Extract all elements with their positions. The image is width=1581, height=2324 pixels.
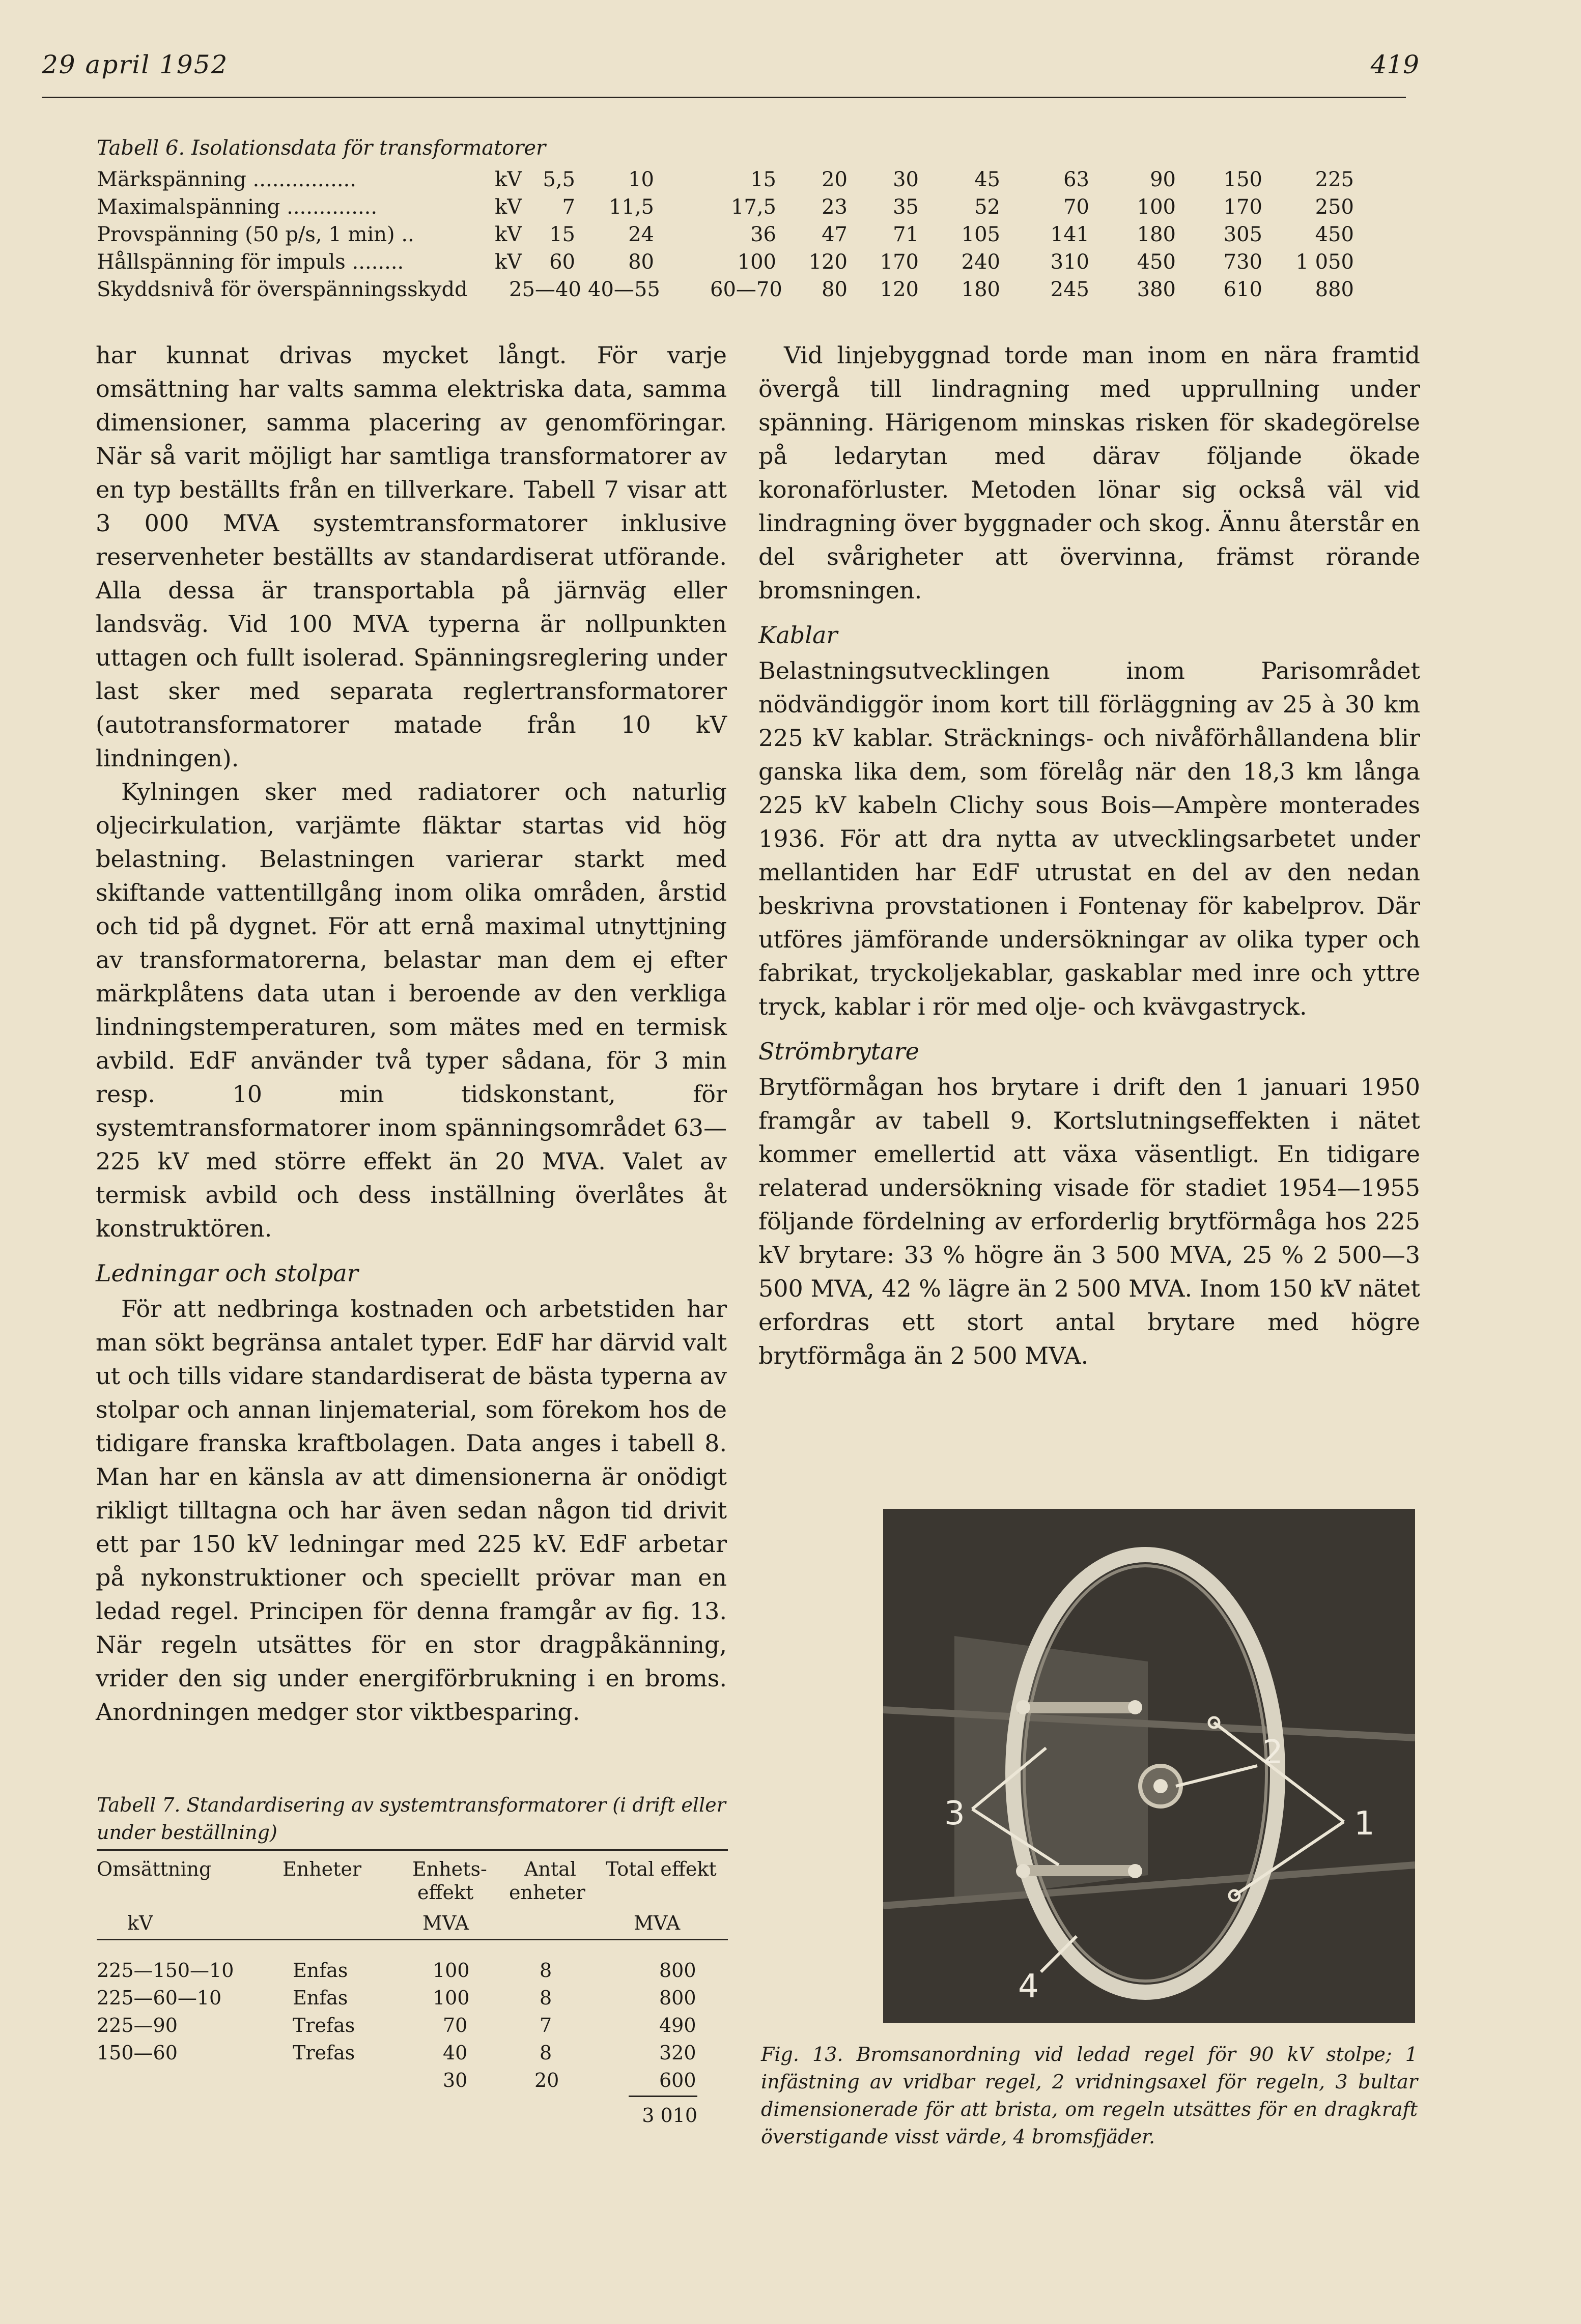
table7-body bbox=[97, 1959, 728, 2097]
row-label: Märkspänning ................ bbox=[97, 168, 356, 191]
cell: 90 bbox=[1150, 168, 1176, 191]
cell: 36 bbox=[750, 223, 776, 246]
cell: 8 bbox=[540, 1987, 552, 2009]
cell: 7 bbox=[540, 2014, 552, 2036]
figure-label-3: 3 bbox=[944, 1795, 965, 1832]
cell: 8 bbox=[540, 2042, 552, 2064]
header-cell: MVA bbox=[422, 1912, 469, 1934]
cell: 610 bbox=[1223, 278, 1262, 301]
table-row bbox=[97, 1987, 728, 2014]
paragraph: Brytförmågan hos brytare i drift den 1 januari 1950 framgår av tabell 9. Kortslutningseffekten i nätet kommer emellertid att växa väsentligt. En tidigare relaterad undersökning visade för stadiet 1954—1955 följande fördelning av erforderlig brytförmåga hos 225 kV brytare: 33 % högre än 3 500 MVA, 25 % 2 500—3 500 MVA, 42 % lägre än 2 500 MVA. Inom 150 kV nätet erfordras ett stort antal brytare med högre brytförmåga än 2 500 MVA. bbox=[758, 1073, 1420, 1369]
figure-caption: Fig. 13. Bromsanordning vid ledad regel för 90 kV stolpe; 1 infästning av vridbar regel, 2 vridningsaxel för regeln, 3 bultar dimensionerade för att brista, om regeln utsättes för en dragkraft överstigande visst värde, 4 bromsfjäder. bbox=[761, 2043, 1418, 2148]
page-date: 29 april 1952 bbox=[42, 50, 229, 79]
cell: 380 bbox=[1137, 278, 1176, 301]
cell: 63 bbox=[1063, 168, 1089, 191]
header-cell: enheter bbox=[509, 1881, 585, 1904]
table-row bbox=[97, 168, 1443, 195]
cell: 100 bbox=[1137, 195, 1176, 219]
figure-label-2: 2 bbox=[1262, 1734, 1283, 1771]
table7-sum-rule bbox=[629, 2096, 697, 2097]
cell: 10 bbox=[628, 168, 654, 191]
cell: 310 bbox=[1050, 250, 1089, 274]
table-row bbox=[97, 250, 1443, 278]
cell: 60—70 bbox=[710, 278, 782, 301]
cell: Trefas bbox=[293, 2014, 355, 2036]
header-cell: Antal bbox=[524, 1858, 576, 1880]
cell: 11,5 bbox=[608, 195, 654, 219]
table6-caption: Tabell 6. Isolationsdata för transformatorer bbox=[97, 136, 546, 160]
cell: 7 bbox=[562, 195, 575, 219]
cell: 180 bbox=[1137, 223, 1176, 246]
header-cell: Omsättning bbox=[97, 1858, 212, 1880]
table7-total: 3 010 bbox=[642, 2104, 697, 2127]
cell: 5,5 bbox=[543, 168, 575, 191]
cell: 800 bbox=[659, 1959, 696, 1982]
cell: 730 bbox=[1223, 250, 1262, 274]
table7-caption: Tabell 7. Standardisering av systemtransformatorer (i drift eller under beställning) bbox=[97, 1794, 726, 1844]
cell: Enfas bbox=[293, 1987, 348, 2009]
cell: 180 bbox=[961, 278, 1000, 301]
cell: 150—60 bbox=[97, 2042, 178, 2064]
cell: Enfas bbox=[293, 1959, 348, 1982]
table-row bbox=[97, 2069, 728, 2097]
cell: 240 bbox=[961, 250, 1000, 274]
header-cell: kV bbox=[127, 1912, 153, 1934]
page-number: 419 bbox=[1370, 50, 1419, 79]
cell: 70 bbox=[443, 2014, 468, 2036]
cell: 141 bbox=[1050, 223, 1089, 246]
cell: 71 bbox=[893, 223, 919, 246]
paragraph: Vid linjebyggnad torde man inom en nära framtid övergå till lindragning med upprullning under spänning. Härigenom minskas risken för skadegörelse på ledarytan med därav följande ökade koronaförluster. Metoden lönar sig också väl vid lindragning över byggnader och skog. Ännu återstår en del svårigheter att övervinna, främst rörande bromsningen. bbox=[758, 341, 1420, 604]
cell: 100 bbox=[737, 250, 776, 274]
cell: 600 bbox=[659, 2069, 696, 2091]
cell: 52 bbox=[974, 195, 1000, 219]
header-cell: MVA bbox=[634, 1912, 681, 1934]
table-row bbox=[97, 278, 1443, 305]
cell: 80 bbox=[628, 250, 654, 274]
cell: 225—90 bbox=[97, 2014, 178, 2036]
cell: 105 bbox=[961, 223, 1000, 246]
left-column bbox=[96, 338, 727, 1729]
cell: 320 bbox=[659, 2042, 696, 2064]
cell: 23 bbox=[822, 195, 848, 219]
cell: Trefas bbox=[293, 2042, 355, 2064]
row-label: Maximalspänning .............. bbox=[97, 195, 378, 219]
cell: 170 bbox=[1223, 195, 1262, 219]
cell: 305 bbox=[1223, 223, 1262, 246]
cell: 15 bbox=[750, 168, 776, 191]
cell: 25—40 bbox=[509, 278, 581, 301]
cell: 15 bbox=[549, 223, 575, 246]
table-row bbox=[97, 223, 1443, 250]
row-unit: kV bbox=[495, 168, 522, 191]
cell: 225—60—10 bbox=[97, 1987, 222, 2009]
cell: 24 bbox=[628, 223, 654, 246]
right-column bbox=[758, 338, 1420, 1372]
table7-top-rule bbox=[97, 1849, 728, 1851]
section-heading: Strömbrytare bbox=[758, 1038, 919, 1065]
figure-photo bbox=[883, 1509, 1415, 2023]
row-unit: kV bbox=[495, 223, 522, 246]
table-row bbox=[97, 2014, 728, 2042]
cell: 225—150—10 bbox=[97, 1959, 234, 1982]
cell: 20 bbox=[534, 2069, 559, 2091]
cell: 40 bbox=[443, 2042, 468, 2064]
cell: 245 bbox=[1050, 278, 1089, 301]
figure-label-1: 1 bbox=[1354, 1805, 1375, 1843]
cell: 450 bbox=[1137, 250, 1176, 274]
cell: 1 050 bbox=[1295, 250, 1354, 274]
section-heading: Ledningar och stolpar bbox=[96, 1259, 358, 1287]
cell: 450 bbox=[1315, 223, 1354, 246]
cell: 250 bbox=[1315, 195, 1354, 219]
cell: 70 bbox=[1063, 195, 1089, 219]
row-label: Hållspänning för impuls ........ bbox=[97, 250, 404, 274]
cell: 40—55 bbox=[588, 278, 660, 301]
cell: 20 bbox=[822, 168, 848, 191]
cell: 150 bbox=[1223, 168, 1262, 191]
paragraph: Belastningsutvecklingen inom Parisområdet nödvändiggör inom kort till förläggning av 25 à 30 km 225 kV kablar. Sträcknings- och nivåförhållandena blir ganska lika dem, som förelåg när den 18,3 km långa 225 kV kabeln Clichy sous Bois—Ampère monterades 1936. För att dra nytta av utvecklingsarbetet under mellantiden har EdF utrustat en del av den nedan beskrivna provstationen i Fontenay för kabelprov. Där utföres jämförande undersökningar av olika typer och fabrikat, tryckoljekablar, gaskablar med inre och yttre tryck, kablar i rör med olje- och kvävgastryck. bbox=[758, 657, 1420, 1020]
cell: 225 bbox=[1315, 168, 1354, 191]
paragraph: Kylningen sker med radiatorer och naturlig oljecirkulation, varjämte fläktar startas vid hög belastning. Belastningen varierar starkt med skiftande vattentillgång inom olika områden, årstid och tid på dygnet. För att ernå maximal utnyttjning av transformatorerna, belastar man dem ej efter märkplåtens data utan i beroende av den verkliga lindningstemperaturen, som mätes med en termisk avbild. EdF använder två typer sådana, för 3 min resp. 10 min tidskonstant, för systemtransformatorer inom spänningsområdet 63—225 kV med större effekt än 20 MVA. Valet av termisk avbild och dess inställning överlåtes åt konstruktören. bbox=[96, 778, 727, 1242]
table6 bbox=[97, 168, 1443, 305]
header-cell: effekt bbox=[417, 1881, 474, 1904]
cell: 8 bbox=[540, 1959, 552, 1982]
table7-header-rule bbox=[97, 1939, 728, 1940]
header-cell: Enhets- bbox=[412, 1858, 487, 1880]
row-label: Skyddsnivå för överspänningsskydd bbox=[97, 278, 468, 301]
header-cell: Total effekt bbox=[606, 1858, 717, 1880]
cell: 880 bbox=[1315, 278, 1354, 301]
row-unit: kV bbox=[495, 195, 522, 219]
table-row bbox=[97, 195, 1443, 223]
cell: 80 bbox=[822, 278, 848, 301]
cell: 120 bbox=[808, 250, 848, 274]
cell: 35 bbox=[893, 195, 919, 219]
section-heading: Kablar bbox=[758, 621, 838, 649]
cell: 120 bbox=[880, 278, 919, 301]
table-row bbox=[97, 2042, 728, 2069]
figure-label-4: 4 bbox=[1018, 1968, 1039, 2005]
row-unit: kV bbox=[495, 250, 522, 274]
cell: 60 bbox=[549, 250, 575, 274]
cell: 170 bbox=[880, 250, 919, 274]
cell: 30 bbox=[893, 168, 919, 191]
cell: 45 bbox=[974, 168, 1000, 191]
header-cell: Enheter bbox=[283, 1858, 362, 1880]
row-label: Provspänning (50 p/s, 1 min) .. bbox=[97, 223, 414, 246]
cell: 17,5 bbox=[730, 195, 776, 219]
cell: 100 bbox=[433, 1987, 470, 2009]
paragraph: har kunnat drivas mycket långt. För varje omsättning har valts samma elektriska data, samma dimensioner, samma placering av genomföringar. När så varit möjligt har samtliga transformatorer av en typ beställts från en tillverkare. Tabell 7 visar att 3 000 MVA systemtransformatorer inklusive reservenheter beställts av standardiserat utförande. Alla dessa är transportabla på järnväg eller landsväg. Vid 100 MVA typerna är nollpunkten uttagen och fullt isolerad. Spänningsreglering under last sker med separata reglertransformatorer (autotransformatorer matade från 10 kV lindningen). bbox=[96, 341, 727, 772]
cell: 490 bbox=[659, 2014, 696, 2036]
cell: 30 bbox=[443, 2069, 468, 2091]
cell: 800 bbox=[659, 1987, 696, 2009]
cell: 47 bbox=[822, 223, 848, 246]
header-rule bbox=[42, 97, 1406, 98]
paragraph: För att nedbringa kostnaden och arbetstiden har man sökt begränsa antalet typer. EdF har därvid valt ut och tills vidare standardiserat de bästa typerna av stolpar och annan linjematerial, som förekom hos de tidigare franska kraftbolagen. Data anges i tabell 8. Man har en känsla av att dimensionerna är onödigt rikligt tilltagna och har även sedan någon tid drivit ett par 150 kV ledningar med 225 kV. EdF arbetar på nykonstruktioner och speciellt prövar man en ledad regel. Principen för denna framgår av fig. 13. När regeln utsättes för en stor dragpåkänning, vrider den sig under energiförbrukning i en broms. Anordningen medger stor viktbesparing. bbox=[96, 1295, 727, 1726]
table-row bbox=[97, 1959, 728, 1987]
cell: 100 bbox=[433, 1959, 470, 1982]
